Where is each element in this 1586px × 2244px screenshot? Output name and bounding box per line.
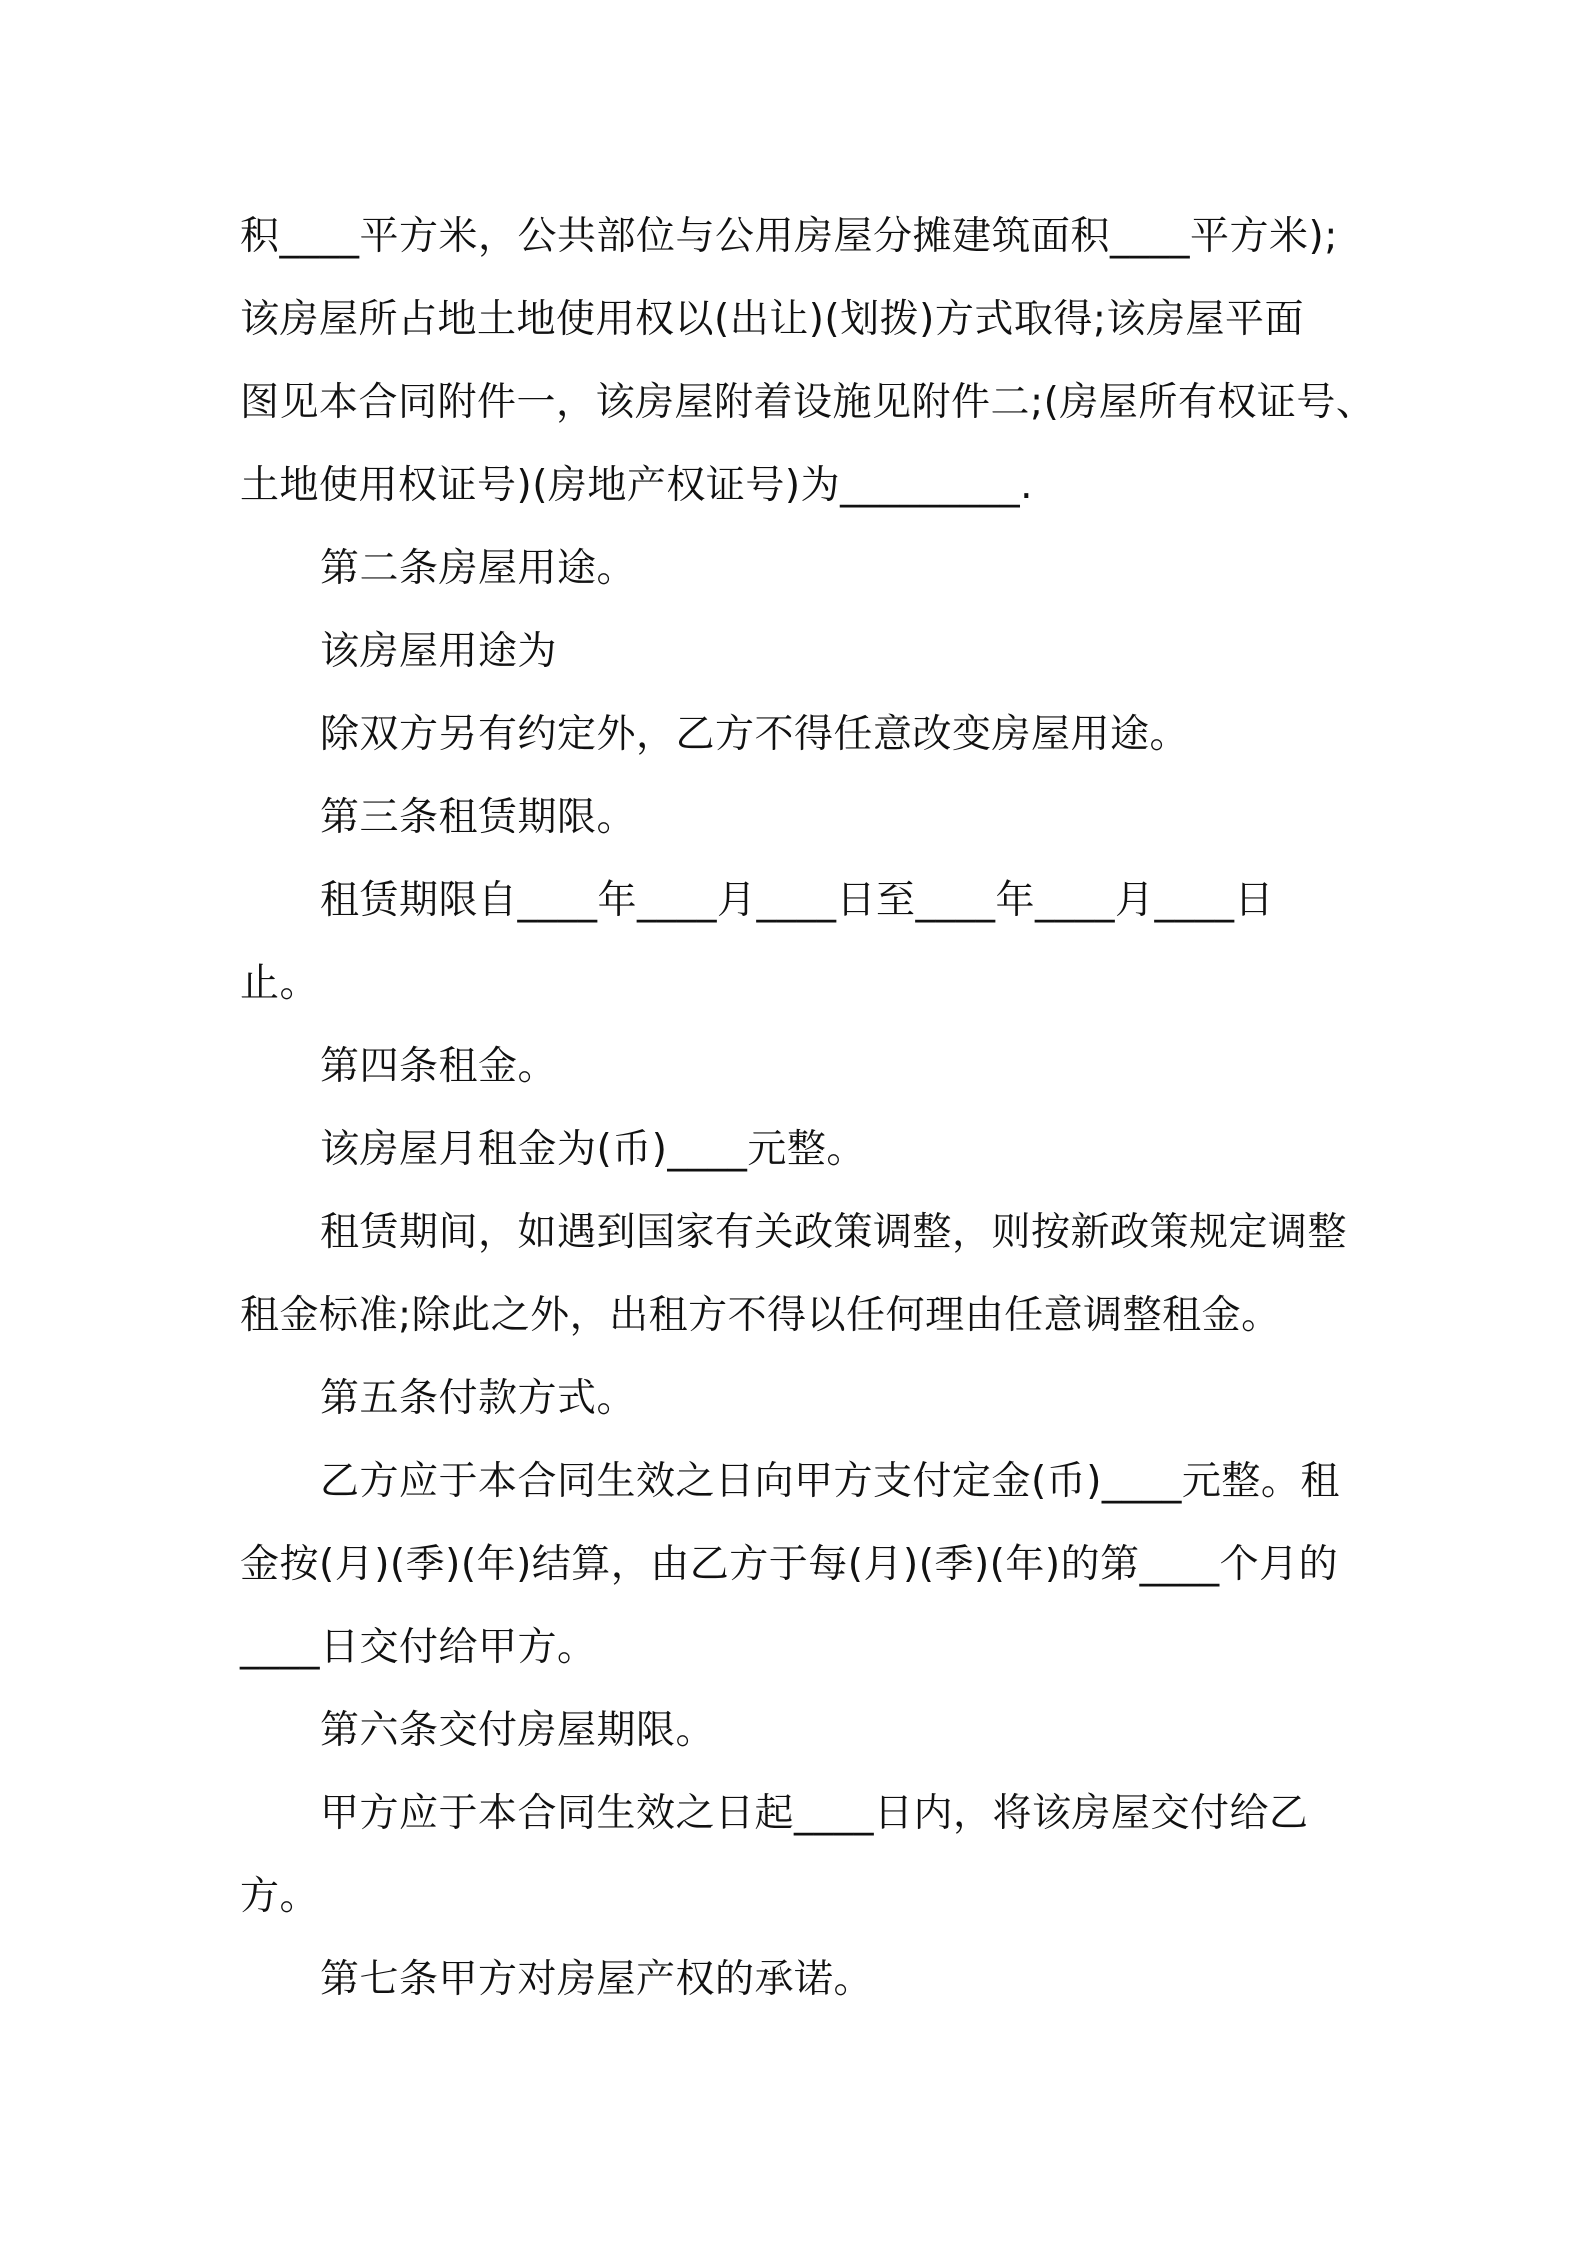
text-line: 该房屋所占地土地使用权以(出让)(划拨)方式取得;该房屋平面: [240, 297, 1305, 342]
text-line: 租赁期间，如遇到国家有关政策调整，则按新政策规定调整: [320, 1210, 1348, 1255]
text-line: 乙方应于本合同生效之日向甲方支付定金(币)____元整。租: [320, 1459, 1340, 1504]
text-line: 该房屋用途为: [320, 629, 558, 674]
text-line: 土地使用权证号)(房地产权证号)为_________.: [240, 463, 1034, 508]
article-heading: 第五条付款方式。: [320, 1376, 637, 1421]
article-heading: 第二条房屋用途。: [320, 546, 637, 591]
article-heading: 第六条交付房屋期限。: [320, 1708, 716, 1753]
article-heading: 第三条租赁期限。: [320, 795, 637, 840]
text-line: 租赁期限自____年____月____日至____年____月____日: [320, 878, 1275, 923]
text-line: 该房屋月租金为(币)____元整。: [320, 1127, 866, 1172]
text-line: 图见本合同附件一，该房屋附着设施见附件二;(房屋所有权证号、: [240, 380, 1376, 425]
text-line: ____日交付给甲方。: [240, 1625, 597, 1670]
article-heading: 第七条甲方对房屋产权的承诺。: [320, 1957, 874, 2002]
text-line: 甲方应于本合同生效之日起____日内，将该房屋交付给乙: [320, 1791, 1309, 1836]
text-line: 积____平方米，公共部位与公用房屋分摊建筑面积____平方米);: [240, 214, 1338, 259]
text-line: 方。: [240, 1874, 320, 1919]
document-body: [240, 195, 1376, 2021]
text-line: 除双方另有约定外，乙方不得任意改变房屋用途。: [320, 712, 1190, 757]
text-line: 金按(月)(季)(年)结算，由乙方于每(月)(季)(年)的第____个月的: [240, 1542, 1339, 1587]
text-line: 止。: [240, 961, 320, 1006]
text-line: 租金标准;除此之外，出租方不得以任何理由任意调整租金。: [240, 1293, 1281, 1338]
article-heading: 第四条租金。: [320, 1044, 558, 1089]
